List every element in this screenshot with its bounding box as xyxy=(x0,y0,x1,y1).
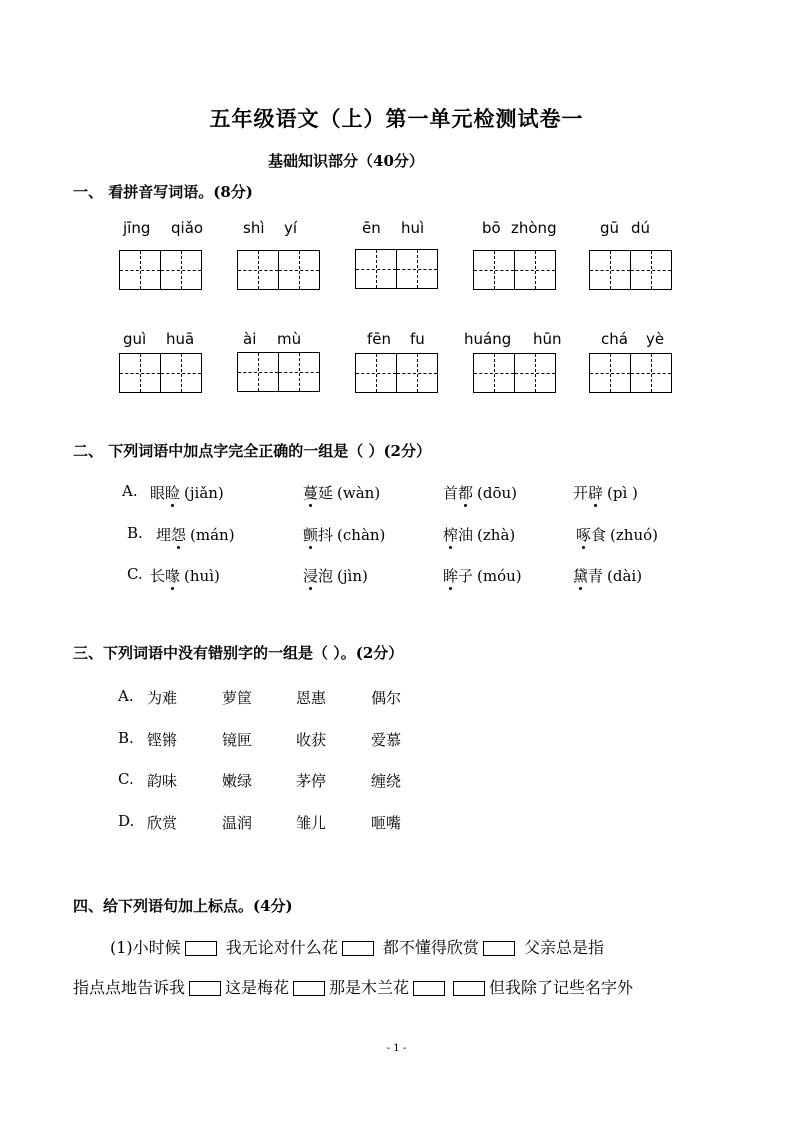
answer-grid[interactable] xyxy=(473,353,556,393)
answer-grid[interactable] xyxy=(589,353,672,393)
option-word: 咂嘴 xyxy=(371,814,402,832)
option-label[interactable]: C. xyxy=(127,565,143,583)
option-word xyxy=(573,565,642,586)
option-word: 茅停 xyxy=(296,772,327,790)
option-word xyxy=(150,482,224,503)
pinyin: zhòng xyxy=(511,219,557,237)
section1-heading: 一、 看拼音写词语。(8分) xyxy=(73,183,253,201)
pinyin: bō xyxy=(482,219,501,237)
pinyin: jīng xyxy=(123,219,151,237)
option-word: 爱慕 xyxy=(371,731,402,749)
dotted-char: 啄 xyxy=(576,526,592,544)
section3-heading: 三、下列词语中没有错别字的一组是（ ）。(2分） xyxy=(73,644,404,662)
pinyin-annotation: (jìn) xyxy=(337,567,368,585)
option-word: 欣赏 xyxy=(147,814,178,832)
answer-grid[interactable] xyxy=(355,353,438,393)
punctuation-line-2 xyxy=(73,975,633,998)
pinyin: fēn xyxy=(367,330,392,348)
word-char: 开 xyxy=(573,484,589,502)
option-word xyxy=(150,565,220,586)
option-label[interactable]: A. xyxy=(122,482,138,500)
pinyin-annotation: (dài) xyxy=(607,567,643,585)
text-segment: 我无论对什么花 xyxy=(225,938,338,957)
word-char: 油 xyxy=(458,526,474,544)
text-segment: 那是木兰花 xyxy=(329,978,410,997)
pinyin-annotation: (zhà) xyxy=(477,526,516,544)
option-word xyxy=(303,565,368,586)
word-char: 眼 xyxy=(150,484,166,502)
pinyin-annotation: (zhuó) xyxy=(610,526,658,544)
page-number: - 1 - xyxy=(386,1043,407,1054)
word-char: 延 xyxy=(318,484,334,502)
pinyin-annotation: (huì) xyxy=(184,567,220,585)
pinyin: mù xyxy=(277,330,302,348)
section4-heading: 四、给下列语句加上标点。(4分) xyxy=(73,897,293,915)
option-word xyxy=(303,482,380,503)
pinyin: fu xyxy=(410,330,425,348)
option-word: 偶尔 xyxy=(371,689,402,707)
answer-grid[interactable] xyxy=(355,249,438,289)
pinyin: yí xyxy=(284,219,298,237)
pinyin-annotation: (mán) xyxy=(190,526,235,544)
pinyin: ài xyxy=(243,330,257,348)
option-word: 嫩绿 xyxy=(222,772,253,790)
pinyin: hūn xyxy=(533,330,562,348)
dotted-char: 蔓 xyxy=(303,484,319,502)
pinyin-annotation: (chàn) xyxy=(337,526,386,544)
pinyin: gū xyxy=(600,219,620,237)
answer-grid[interactable] xyxy=(119,250,202,290)
word-char: 抖 xyxy=(318,526,334,544)
text-segment: 这是梅花 xyxy=(225,978,290,997)
pinyin: yè xyxy=(646,330,665,348)
answer-grid[interactable] xyxy=(237,352,320,392)
option-word xyxy=(303,524,385,545)
dotted-char: 榨 xyxy=(443,526,459,544)
word-char: 首 xyxy=(443,484,459,502)
section2-heading: 二、 下列词语中加点字完全正确的一组是（ ）(2分） xyxy=(73,442,431,460)
option-word: 镜匣 xyxy=(222,731,253,749)
word-char: 子 xyxy=(458,567,474,585)
word-char: 泡 xyxy=(318,567,334,585)
pinyin: huā xyxy=(166,330,195,348)
option-word xyxy=(576,524,658,545)
word-char: 食 xyxy=(591,526,607,544)
option-word xyxy=(573,482,638,503)
pinyin: dú xyxy=(631,219,651,237)
option-word: 温润 xyxy=(222,814,253,832)
text-segment: 指点点地告诉我 xyxy=(73,978,186,997)
pinyin-annotation: (pì ) xyxy=(607,484,638,502)
punctuation-line-1 xyxy=(110,935,604,958)
option-label[interactable]: A. xyxy=(118,687,134,705)
word-char: 长 xyxy=(150,567,166,585)
dotted-char: 眸 xyxy=(443,567,459,585)
option-word xyxy=(443,524,515,545)
blank-box[interactable] xyxy=(483,941,515,956)
word-char: 青 xyxy=(588,567,604,585)
blank-box[interactable] xyxy=(185,941,217,956)
pinyin-annotation: (jiǎn) xyxy=(184,484,224,502)
option-word xyxy=(443,482,517,503)
option-word: 缠绕 xyxy=(371,772,402,790)
option-word: 恩惠 xyxy=(296,689,327,707)
exam-title: 五年级语文（上）第一单元检测试卷一 xyxy=(209,106,584,131)
pinyin: ēn xyxy=(362,219,381,237)
text-segment: (1)小时候 xyxy=(110,938,181,957)
answer-grid[interactable] xyxy=(237,250,320,290)
pinyin: qiǎo xyxy=(171,219,204,237)
blank-box[interactable] xyxy=(342,941,374,956)
option-word: 雏儿 xyxy=(296,814,327,832)
option-word xyxy=(156,524,235,545)
pinyin: shì xyxy=(243,219,265,237)
blank-box[interactable] xyxy=(293,981,325,996)
blank-box[interactable] xyxy=(453,981,485,996)
word-char: 埋 xyxy=(156,526,172,544)
blank-box[interactable] xyxy=(413,981,445,996)
pinyin: huáng xyxy=(464,330,512,348)
text-segment: 但我除了记些名字外 xyxy=(489,978,634,997)
dotted-char: 怨 xyxy=(171,526,187,544)
option-label[interactable]: C. xyxy=(118,770,134,788)
dotted-char: 浸 xyxy=(303,567,319,585)
text-segment: 父亲总是指 xyxy=(523,938,604,957)
answer-grid[interactable] xyxy=(119,353,202,393)
dotted-char: 黛 xyxy=(573,567,589,585)
pinyin: guì xyxy=(123,330,147,348)
pinyin-annotation: (wàn) xyxy=(337,484,381,502)
pinyin: chá xyxy=(601,330,628,348)
option-word: 为难 xyxy=(147,689,178,707)
option-label[interactable]: B. xyxy=(118,729,134,747)
option-label[interactable]: D. xyxy=(118,812,135,830)
pinyin-annotation: (dōu) xyxy=(477,484,518,502)
exam-subtitle: 基础知识部分（40分） xyxy=(268,152,424,170)
dotted-char: 喙 xyxy=(165,567,181,585)
blank-box[interactable] xyxy=(189,981,221,996)
option-word xyxy=(443,565,522,586)
dotted-char: 都 xyxy=(458,484,474,502)
option-word: 收获 xyxy=(296,731,327,749)
text-segment: 都不懂得欣赏 xyxy=(382,938,479,957)
dotted-char: 颤 xyxy=(303,526,319,544)
option-word: 铿锵 xyxy=(147,731,178,749)
option-label[interactable]: B. xyxy=(127,524,143,542)
answer-grid[interactable] xyxy=(473,250,556,290)
option-word: 萝筐 xyxy=(222,689,253,707)
pinyin-annotation: (móu) xyxy=(477,567,522,585)
pinyin: huì xyxy=(401,219,425,237)
answer-grid[interactable] xyxy=(589,250,672,290)
dotted-char: 睑 xyxy=(165,484,181,502)
option-word: 韵味 xyxy=(147,772,178,790)
dotted-char: 辟 xyxy=(588,484,604,502)
